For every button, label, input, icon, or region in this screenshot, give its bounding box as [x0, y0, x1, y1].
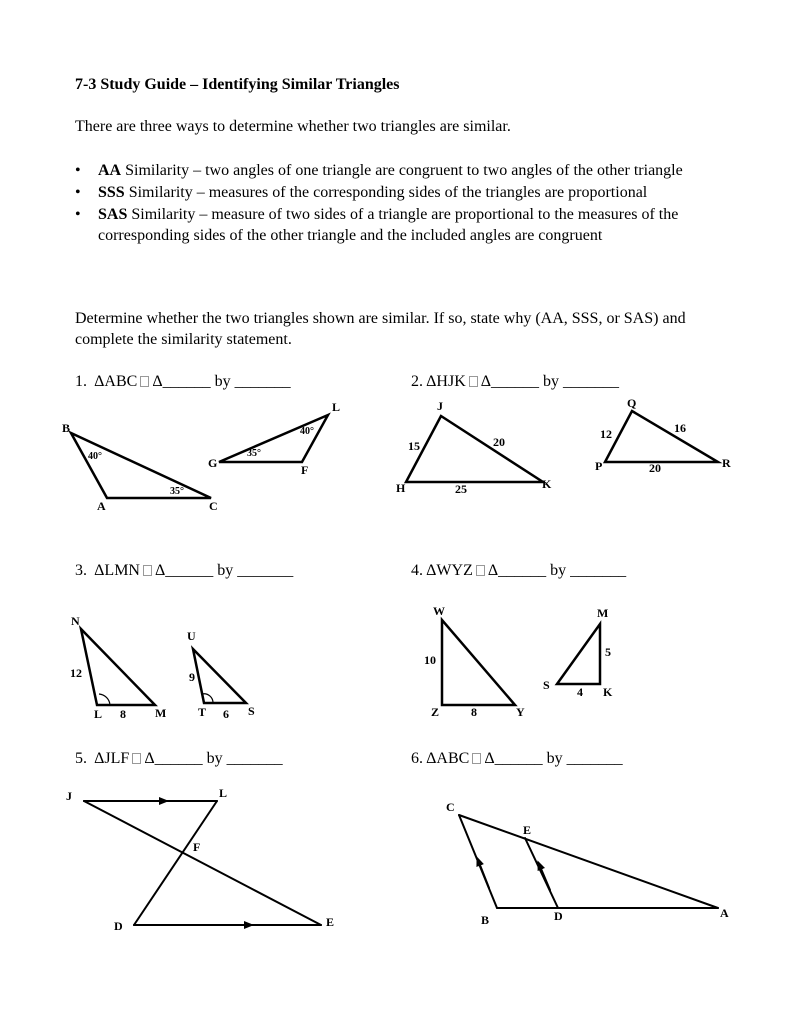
parallel-arrow: [478, 860, 489, 888]
angle-arc: [99, 694, 110, 705]
side-label: 20: [649, 461, 661, 475]
problem-number: 5.: [75, 750, 87, 767]
page-title: 7-3 Study Guide – Identifying Similar Triangles: [75, 76, 400, 93]
answer-blank[interactable]: Δ______ by _______: [480, 373, 620, 390]
triangle-hjk: [406, 416, 543, 482]
side-label: 16: [674, 421, 686, 435]
figure-2: [396, 396, 731, 496]
vertex-label: K: [603, 685, 613, 699]
answer-blank[interactable]: Δ______ by _______: [144, 750, 283, 767]
answer-blank[interactable]: Δ______ by _______: [154, 562, 294, 579]
vertex-label: L: [332, 400, 341, 414]
side-label: 4: [577, 685, 583, 699]
vertex-label: L: [94, 707, 103, 721]
vertex-label: B: [481, 913, 490, 927]
vertex-label: C: [209, 499, 218, 513]
answer-blank[interactable]: Δ______ by _______: [152, 373, 291, 390]
triangle-pqr: [605, 411, 718, 462]
bullet: •: [75, 162, 81, 179]
vertex-label: M: [155, 706, 167, 720]
problem-triangle: ΔWYZ: [426, 562, 473, 579]
vertex-label: U: [187, 629, 196, 643]
vertex-label: G: [208, 456, 218, 470]
bullet: •: [75, 206, 81, 223]
vertex-label: J: [66, 789, 72, 803]
problem-number: 2.: [411, 373, 423, 390]
angle-label: 40°: [300, 426, 314, 437]
vertex-label: F: [301, 463, 309, 477]
vertex-label: W: [433, 604, 445, 618]
vertex-label: D: [114, 919, 123, 933]
triangle-lgf: [219, 415, 328, 462]
angle-label: 40°: [88, 451, 102, 462]
parallel-arrow: [539, 864, 550, 890]
vertex-label: P: [595, 459, 603, 473]
segment-je: [84, 801, 321, 925]
side-label: 20: [493, 435, 505, 449]
vertex-label: Q: [627, 396, 637, 410]
angle-label: 35°: [247, 448, 261, 459]
vertex-label: E: [326, 915, 335, 929]
vertex-label: F: [193, 840, 201, 854]
bullet: •: [75, 184, 81, 201]
problem-triangle: ΔLMN: [94, 562, 140, 579]
vertex-label: N: [71, 614, 80, 628]
side-label: 8: [471, 705, 477, 719]
side-label: 9: [189, 670, 195, 684]
method-text: Similarity – two angles of one triangle are congruent to two angles of the other triangle: [121, 162, 683, 179]
problem-number: 3.: [75, 562, 87, 579]
triangle-wzy: [442, 620, 515, 705]
side-label: 6: [223, 707, 229, 721]
method-name: SAS: [98, 206, 128, 223]
intro-text: There are three ways to determine whether two triangles are similar.: [75, 118, 511, 135]
vertex-label: E: [523, 823, 532, 837]
side-label: 25: [455, 482, 467, 496]
triangle-nlm: [81, 629, 155, 705]
angle-label: 35°: [170, 486, 184, 497]
vertex-label: Y: [516, 705, 525, 719]
figure-3: [70, 614, 255, 721]
vertex-label: C: [446, 800, 455, 814]
problem-triangle: ΔHJK: [426, 373, 466, 390]
vertex-label: S: [248, 704, 255, 718]
vertex-label: D: [554, 909, 563, 923]
figure-6: [446, 800, 729, 927]
method-name: SSS: [98, 184, 125, 201]
method-text: Similarity – measure of two sides of a triangle are proportional to the measures of the corresponding sides of the other triangle and the included angles are congruent: [98, 206, 679, 244]
problem-number: 6.: [411, 750, 423, 767]
side-label: 10: [424, 653, 436, 667]
vertex-label: H: [396, 481, 406, 495]
vertex-label: L: [219, 786, 228, 800]
vertex-label: J: [437, 399, 443, 413]
problem-number: 4.: [411, 562, 423, 579]
vertex-label: R: [722, 456, 731, 470]
vertex-label: B: [62, 421, 71, 435]
figure-1: [62, 400, 340, 513]
vertex-label: T: [198, 705, 207, 719]
answer-blank[interactable]: Δ______ by _______: [484, 750, 623, 767]
side-label: 12: [600, 427, 612, 441]
side-label: 5: [605, 645, 611, 659]
problem-number: 1.: [75, 373, 87, 390]
side-label: 12: [70, 666, 82, 680]
answer-blank[interactable]: Δ______ by _______: [487, 562, 627, 579]
vertex-label: K: [542, 477, 552, 491]
vertex-label: A: [720, 906, 729, 920]
problem-triangle: ΔABC: [426, 750, 470, 767]
triangle-mks: [557, 624, 600, 684]
method-name: AA: [98, 162, 122, 179]
vertex-label: S: [543, 678, 550, 692]
method-text: Similarity – measures of the corresponding sides of the triangles are proportional: [124, 184, 648, 201]
figure-4: [424, 604, 613, 719]
directions-text: Determine whether the two triangles shown are similar. If so, state why (AA, SSS, or SAS) and complete the similarity statement.: [75, 310, 686, 348]
segment-ca: [459, 815, 718, 908]
vertex-label: Z: [431, 705, 440, 719]
side-label: 8: [120, 707, 126, 721]
figure-5: [66, 786, 334, 933]
problem-triangle: ΔABC: [94, 373, 138, 390]
triangle-abc: [71, 433, 211, 498]
side-label: 15: [408, 439, 420, 453]
vertex-label: A: [97, 499, 106, 513]
triangle-uts: [193, 649, 246, 703]
vertex-label: M: [597, 606, 609, 620]
problem-triangle: ΔJLF: [94, 750, 130, 767]
